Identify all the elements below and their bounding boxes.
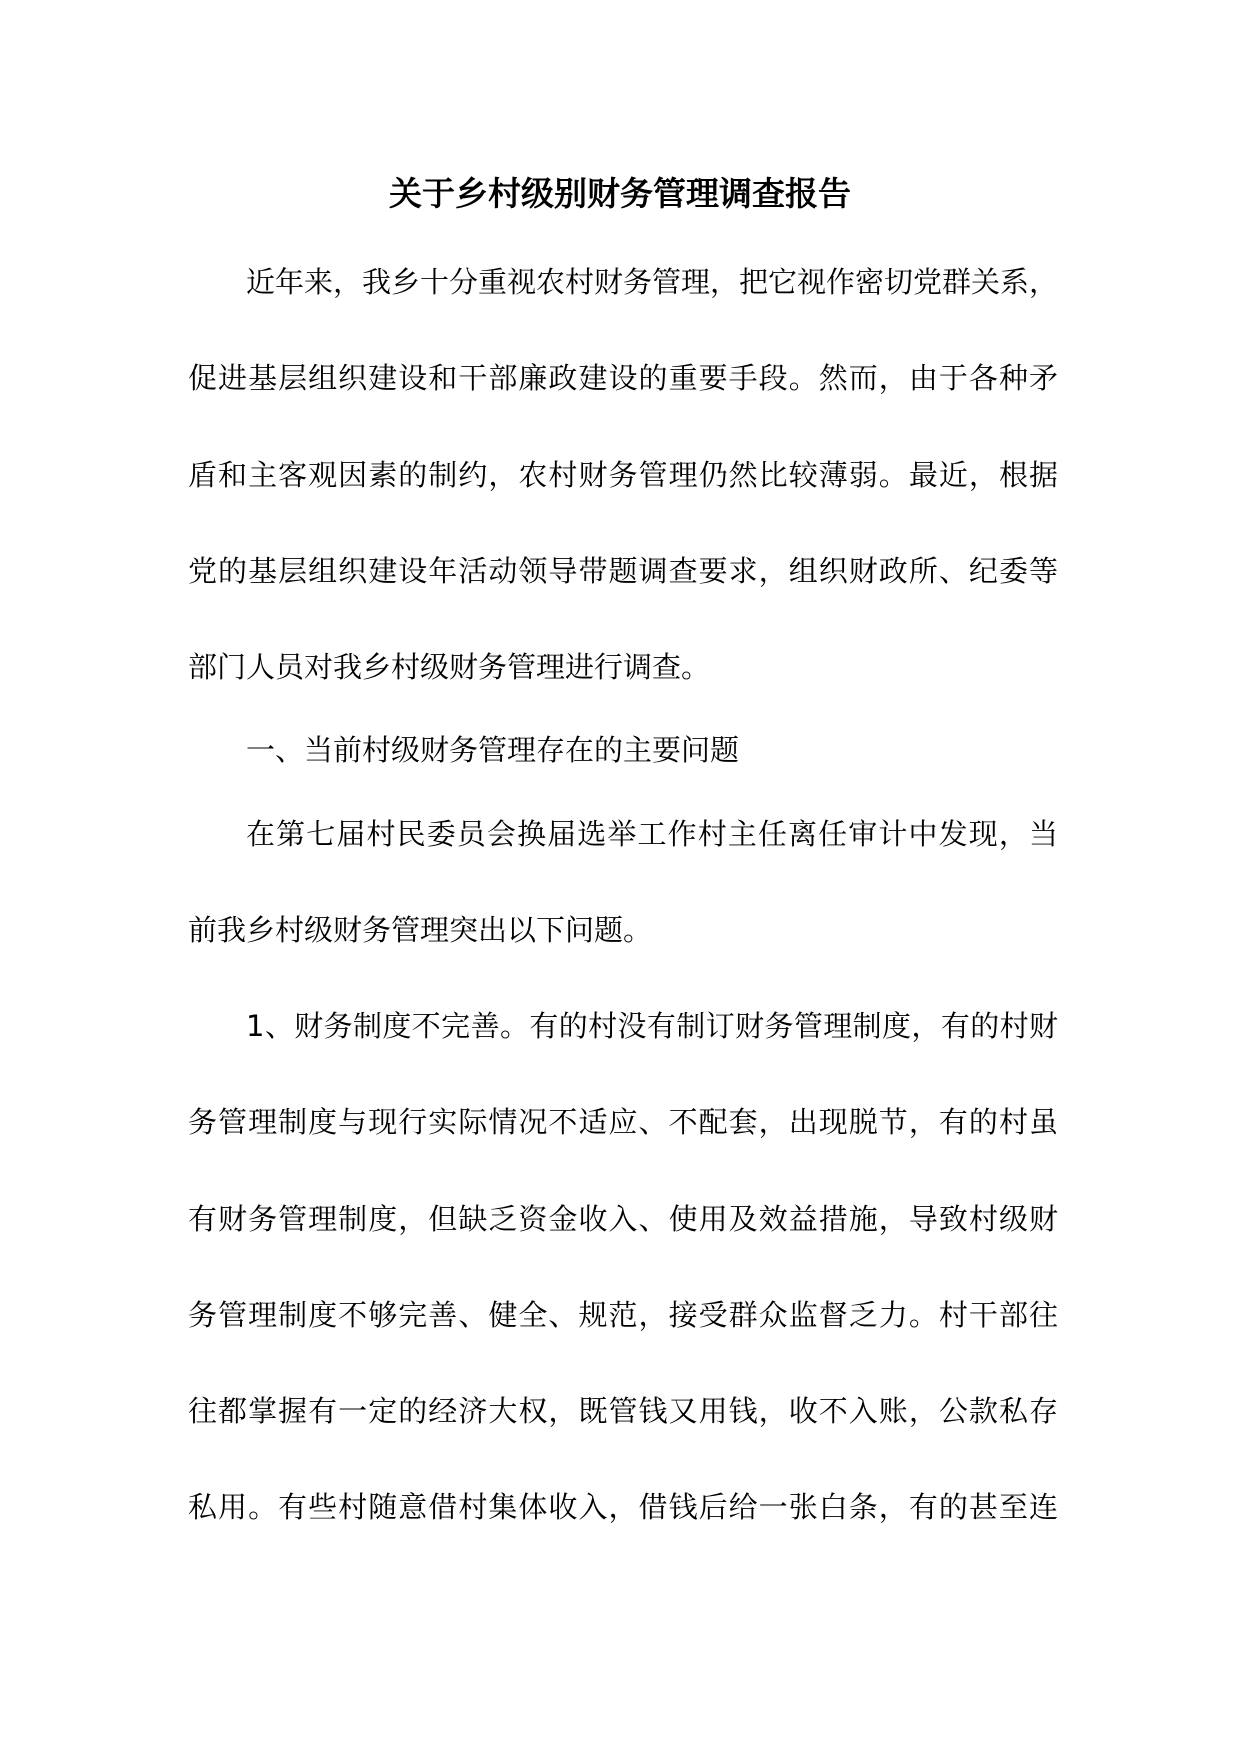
body-line: 近年来，我乡十分重视农村财务管理，把它视作密切党群关系， [246,265,1059,299]
body-line: 务管理制度不够完善、健全、规范，接受群众监督乏力。村干部往 [188,1298,1058,1332]
body-line: 促进基层组织建设和干部廉政建设的重要手段。然而，由于各种矛 [188,361,1058,395]
body-line: 务管理制度与现行实际情况不适应、不配套，出现脱节，有的村虽 [188,1105,1058,1139]
body-line: 在第七届村民委员会换届选举工作村主任离任审计中发现，当 [246,817,1058,851]
body-line: 前我乡村级财务管理突出以下问题。 [188,913,653,947]
section-heading: 一、当前村级财务管理存在的主要问题 [246,733,740,767]
body-line: 1、财务制度不完善。有的村没有制订财务管理制度，有的村财 [246,1009,1058,1043]
body-line: 有财务管理制度，但缺乏资金收入、使用及效益措施，导致村级财 [188,1202,1058,1236]
document-title: 关于乡村级别财务管理调查报告 [389,174,851,213]
body-line: 部门人员对我乡村级财务管理进行调查。 [188,650,711,684]
body-line: 往都掌握有一定的经济大权，既管钱又用钱，收不入账，公款私存 [188,1394,1058,1428]
body-line: 私用。有些村随意借村集体收入，借钱后给一张白条，有的甚至连 [188,1490,1058,1524]
body-line: 盾和主客观因素的制约，农村财务管理仍然比较薄弱。最近，根据 [188,458,1058,492]
body-line: 党的基层组织建设年活动领导带题调查要求，组织财政所、纪委等 [188,554,1058,588]
